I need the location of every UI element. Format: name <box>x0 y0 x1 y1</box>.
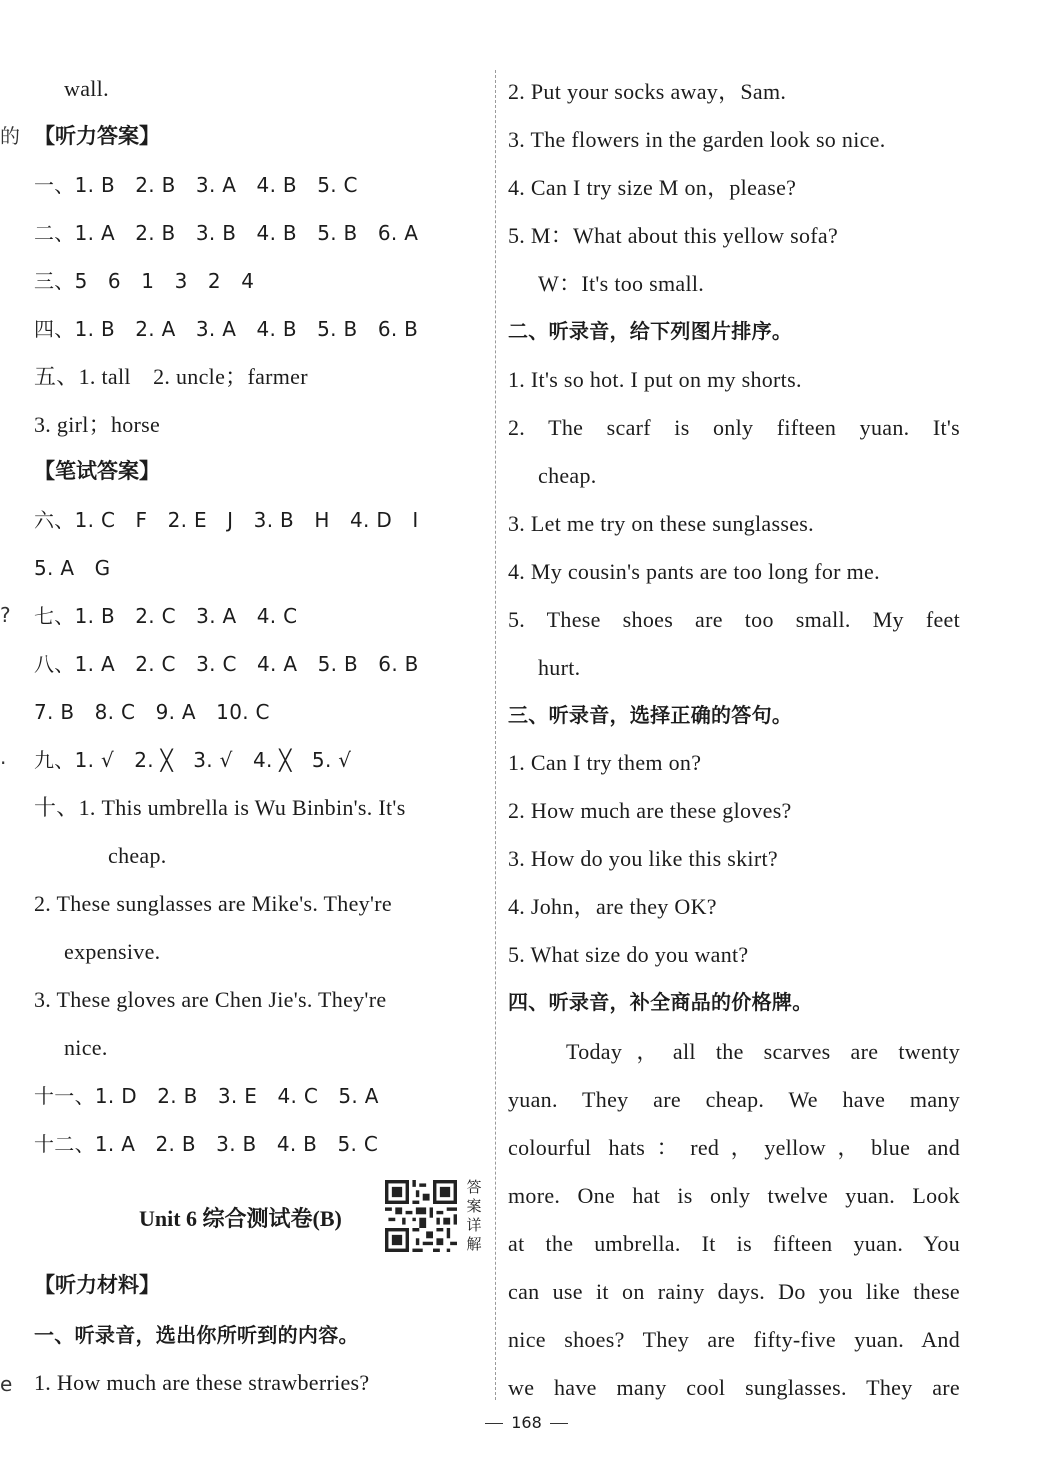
answer-line: 7. B 8. C 9. A 10. C <box>34 700 270 724</box>
answer-line: 十一、1. D 2. B 3. E 4. C 5. A <box>34 1084 379 1108</box>
text-line: wall. <box>64 76 109 101</box>
answer-line: 3. girl；horse <box>34 412 161 437</box>
paragraph-line: we have many cool sunglasses. They are <box>508 1375 960 1400</box>
answer-line: 十、1. This umbrella is Wu Binbin's. It's <box>34 795 406 820</box>
answer-line: nice. <box>64 1035 108 1060</box>
text-line: 3. Let me try on these sunglasses. <box>508 511 814 536</box>
footer-dash <box>485 1423 503 1424</box>
answer-line: 5. A G <box>34 556 111 580</box>
unit-title: Unit 6 综合测试卷(B) <box>139 1206 342 1231</box>
text-line: hurt. <box>538 655 581 680</box>
answer-line: 3. These gloves are Chen Jie's. They're <box>34 987 387 1012</box>
answer-line: 八、1. A 2. C 3. C 4. A 5. B 6. B <box>34 652 419 676</box>
text-line: 1. Can I try them on? <box>508 750 702 775</box>
text-line: 1. It's so hot. I put on my shorts. <box>508 367 802 392</box>
answer-line: 二、1. A 2. B 3. B 4. B 5. B 6. A <box>34 221 419 245</box>
column-divider <box>495 70 496 1400</box>
text-line: 1. How much are these strawberries? <box>34 1370 370 1395</box>
text-line: 3. How do you like this skirt? <box>508 846 778 871</box>
answer-line: expensive. <box>64 939 161 964</box>
edge-fragment: 的 <box>0 124 20 148</box>
edge-fragment: . <box>0 745 7 769</box>
answer-line: 九、1. √ 2. ╳ 3. √ 4. ╳ 5. √ <box>34 748 352 772</box>
paragraph-line: at the umbrella. It is fifteen yuan. You <box>508 1231 960 1256</box>
answer-line: 七、1. B 2. C 3. A 4. C <box>34 604 298 628</box>
text-line: 4. Can I try size M on，please? <box>508 175 797 200</box>
text-line: 2. The scarf is only fifteen yuan. It's <box>508 415 960 440</box>
paragraph-line: can use it on rainy days. Do you like these <box>508 1279 960 1304</box>
answer-line: 一、1. B 2. B 3. A 4. B 5. C <box>34 173 358 197</box>
edge-fragment: ? <box>0 603 11 627</box>
text-line: 2. Put your socks away，Sam. <box>508 79 787 104</box>
answer-line: 十二、1. A 2. B 3. B 4. B 5. C <box>34 1132 379 1156</box>
text-line: 4. My cousin's pants are too long for me. <box>508 559 880 584</box>
qr-caption: 答案详解 <box>466 1178 482 1253</box>
text-line: 5. These shoes are too small. My feet <box>508 607 960 632</box>
text-line: 5. What size do you want? <box>508 942 749 967</box>
paragraph-line: colourful hats：red，yellow，blue and <box>508 1135 960 1160</box>
answer-line: 五、1. tall 2. uncle；farmer <box>34 364 308 389</box>
written-answers-heading: 【笔试答案】 <box>34 459 160 483</box>
text-line: 5. M：What about this yellow sofa? <box>508 223 839 248</box>
paragraph-line: Today，all the scarves are twenty <box>566 1039 960 1064</box>
footer-dash <box>550 1423 568 1424</box>
answer-line: 六、1. C F 2. E J 3. B H 4. D I <box>34 508 419 532</box>
text-line: 3. The flowers in the garden look so nice. <box>508 127 886 152</box>
text-line: W：It's too small. <box>538 271 705 296</box>
edge-fragment: e <box>0 1372 13 1396</box>
paragraph-line: nice shoes? They are fifty-five yuan. And <box>508 1327 960 1352</box>
text-line: 4. John，are they OK? <box>508 894 717 919</box>
section-heading: 四、听录音，补全商品的价格牌。 <box>508 990 813 1014</box>
section-heading: 二、听录音，给下列图片排序。 <box>508 319 793 343</box>
page-footer <box>0 1413 1053 1432</box>
answer-line: 2. These sunglasses are Mike's. They're <box>34 891 392 916</box>
listening-answers-heading: 【听力答案】 <box>34 124 160 148</box>
listening-material-heading: 【听力材料】 <box>34 1273 160 1297</box>
section-heading: 三、听录音，选择正确的答句。 <box>508 703 793 727</box>
answer-line: 三、5 6 1 3 2 4 <box>34 269 255 293</box>
paragraph-line: yuan. They are cheap. We have many <box>508 1087 960 1112</box>
section-heading: 一、听录音，选出你所听到的内容。 <box>34 1323 359 1347</box>
answer-line: 四、1. B 2. A 3. A 4. B 5. B 6. B <box>34 317 419 341</box>
paragraph-line: more. One hat is only twelve yuan. Look <box>508 1183 960 1208</box>
text-line: cheap. <box>538 463 597 488</box>
page-number: 168 <box>511 1413 542 1432</box>
qr-code-icon <box>385 1180 457 1252</box>
text-line: 2. How much are these gloves? <box>508 798 792 823</box>
answer-line: cheap. <box>108 843 167 868</box>
